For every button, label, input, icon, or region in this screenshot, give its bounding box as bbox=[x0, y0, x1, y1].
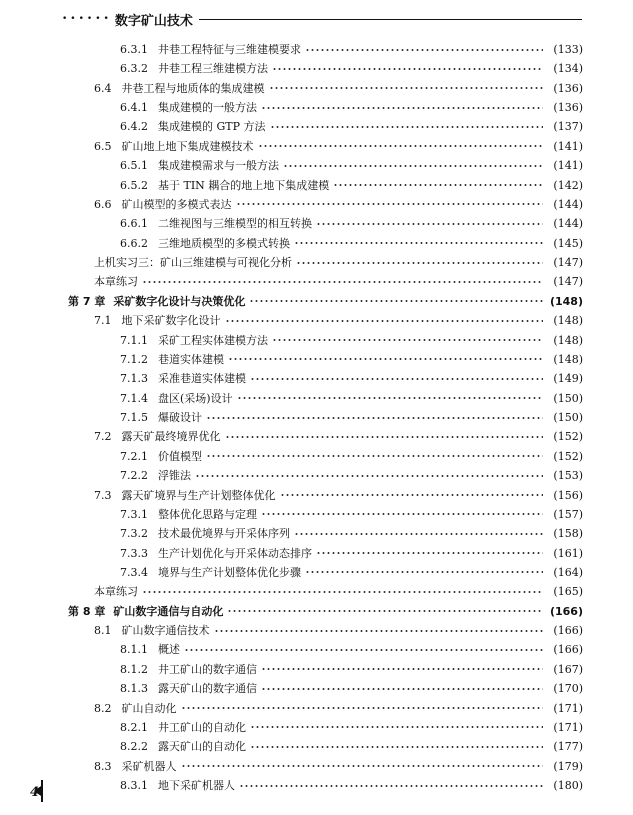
dot-leader bbox=[214, 629, 544, 633]
toc-entry-title: 上机实习三：矿山三维建模与可视化分析 bbox=[94, 256, 292, 270]
toc-entry-page: (136) bbox=[553, 101, 583, 115]
toc-entry-number: 第 7 章 bbox=[68, 294, 106, 308]
toc-entry-title: 矿山数字通信与自动化 bbox=[113, 604, 224, 618]
dot-leader bbox=[181, 706, 544, 710]
toc-entry-page: (167) bbox=[553, 662, 583, 676]
dot-leader bbox=[261, 687, 543, 691]
toc-entry-title: 井巷工程三维建模方法 bbox=[158, 62, 268, 76]
toc-chapter-entry bbox=[0, 292, 633, 311]
toc-entry-title: 价值模型 bbox=[158, 449, 202, 463]
toc-entry-number: 7.1.2 bbox=[120, 352, 148, 366]
toc-entry-title: 集成建模的一般方法 bbox=[158, 101, 257, 115]
toc-entry-number: 7.1.4 bbox=[120, 391, 148, 405]
toc-entry-number: 8.3 bbox=[94, 759, 112, 773]
toc-entry bbox=[0, 699, 633, 718]
toc-entry-number: 6.5.2 bbox=[120, 178, 148, 192]
dot-leader bbox=[261, 667, 543, 671]
dot-leader bbox=[305, 570, 543, 574]
toc-entry-number: 8.1.1 bbox=[120, 643, 148, 657]
toc-entry-page: (141) bbox=[553, 139, 583, 153]
toc-entry-title: 地下采矿机器人 bbox=[158, 779, 235, 793]
toc-entry-page: (149) bbox=[553, 372, 583, 386]
toc-entry-page: (148) bbox=[549, 294, 583, 308]
toc-entry-page: (158) bbox=[553, 527, 583, 541]
toc-entry-title: 二维视图与三维模型的相互转换 bbox=[158, 217, 312, 231]
toc-entry-title: 井巷工程与地质体的集成建模 bbox=[121, 81, 265, 95]
toc-entry-number: 7.2 bbox=[94, 430, 112, 444]
toc-entry bbox=[0, 234, 633, 253]
toc-entry-title: 矿山模型的多模式表达 bbox=[121, 197, 232, 211]
toc-entry-page: (152) bbox=[553, 449, 583, 463]
toc-entry bbox=[0, 660, 633, 679]
dot-leader bbox=[294, 241, 543, 245]
toc-entry-page: (166) bbox=[553, 643, 583, 657]
toc-entry-number: 6.3.2 bbox=[120, 62, 148, 76]
toc-entry-page: (179) bbox=[553, 759, 583, 773]
dot-leader bbox=[283, 164, 543, 168]
toc-entry bbox=[0, 40, 633, 59]
toc-entry-number: 6.6.1 bbox=[120, 217, 148, 231]
toc-entry bbox=[0, 389, 633, 408]
toc-entry-page: (148) bbox=[553, 333, 583, 347]
toc-entry-title: 浮锥法 bbox=[158, 469, 191, 483]
toc-entry-number: 8.1 bbox=[94, 624, 112, 638]
toc-entry-title: 采矿工程实体建模方法 bbox=[158, 333, 268, 347]
toc-entry-title: 整体优化思路与定理 bbox=[158, 507, 257, 521]
toc-entry-page: (166) bbox=[553, 624, 583, 638]
dot-leader bbox=[225, 435, 544, 439]
toc-entry-page: (164) bbox=[553, 565, 583, 579]
toc-entry-title: 爆破设计 bbox=[158, 411, 202, 425]
toc-entry-title: 露天矿最终境界优化 bbox=[121, 430, 221, 444]
toc-entry-title: 技术最优境界与开采体序列 bbox=[158, 527, 290, 541]
dot-leader bbox=[261, 106, 543, 110]
toc-entry-page: (171) bbox=[553, 720, 583, 734]
toc-entry-number: 第 8 章 bbox=[68, 604, 106, 618]
toc-entry bbox=[0, 98, 633, 117]
toc-entry-title: 井巷工程特征与三维建模要求 bbox=[158, 43, 301, 56]
toc-entry-title: 采矿数字化设计与决策优化 bbox=[113, 294, 246, 308]
dot-leader bbox=[258, 144, 544, 148]
toc-entry-number: 6.6.2 bbox=[120, 236, 148, 250]
toc-entry-page: (147) bbox=[553, 256, 583, 270]
toc-entry-number: 8.2 bbox=[94, 701, 112, 715]
toc-entry-title: 基于 TIN 耦合的地上地下集成建模 bbox=[158, 178, 330, 192]
toc-entry bbox=[0, 544, 633, 563]
toc-entry-page: (157) bbox=[553, 507, 583, 521]
dot-leader bbox=[250, 745, 543, 749]
toc-entry-page: (161) bbox=[553, 546, 583, 560]
toc-entry bbox=[0, 195, 633, 214]
toc-entry-title: 集成建模需求与一般方法 bbox=[158, 159, 279, 173]
toc-entry bbox=[0, 718, 633, 737]
toc-entry bbox=[0, 563, 633, 582]
toc-entry-number: 6.3.1 bbox=[120, 43, 148, 56]
toc-entry-title: 井工矿山的数字通信 bbox=[158, 662, 257, 676]
toc-entry bbox=[0, 369, 633, 388]
toc-entry bbox=[0, 621, 633, 640]
dot-leader bbox=[142, 590, 543, 594]
toc-entry-number: 7.3.4 bbox=[120, 565, 148, 579]
dot-leader bbox=[272, 67, 543, 71]
dot-leader bbox=[333, 183, 543, 187]
toc-entry-page: (147) bbox=[553, 275, 583, 289]
toc-entry-number: 8.3.1 bbox=[120, 779, 148, 793]
toc-entry bbox=[0, 447, 633, 466]
dot-leader bbox=[181, 764, 544, 768]
toc-entry-number: 6.4.1 bbox=[120, 101, 148, 115]
dot-leader bbox=[305, 48, 543, 52]
toc-entry-number: 8.2.1 bbox=[120, 720, 148, 734]
toc-entry-number: 7.3 bbox=[94, 488, 112, 502]
dot-leader bbox=[225, 319, 544, 323]
dot-leader bbox=[261, 512, 543, 516]
toc-entry-title: 矿山自动化 bbox=[121, 701, 177, 715]
toc-entry-page: (150) bbox=[553, 411, 583, 425]
toc-chapter-entry bbox=[0, 602, 633, 621]
toc-entry-page: (133) bbox=[553, 43, 583, 56]
dot-leader bbox=[250, 725, 543, 729]
toc-entry bbox=[0, 311, 633, 330]
toc-entry-title: 采矿机器人 bbox=[121, 759, 177, 773]
running-header bbox=[62, 9, 582, 29]
toc-entry-page: (137) bbox=[553, 120, 583, 134]
toc-entry-page: (177) bbox=[553, 740, 583, 754]
toc-entry-title: 露天矿境界与生产计划整体优化 bbox=[121, 488, 276, 502]
toc-entry-page: (171) bbox=[553, 701, 583, 715]
toc-entry bbox=[0, 427, 633, 446]
dot-leader bbox=[228, 357, 543, 361]
toc-entry bbox=[0, 117, 633, 136]
header-rule bbox=[199, 19, 582, 20]
dot-leader bbox=[294, 532, 543, 536]
toc-entry bbox=[0, 350, 633, 369]
toc-entry bbox=[0, 59, 633, 78]
toc-entry-title: 巷道实体建模 bbox=[158, 352, 224, 366]
toc-entry-number: 6.4.2 bbox=[120, 120, 148, 134]
toc-entry-number: 7.1 bbox=[94, 314, 112, 328]
page-marker-icon bbox=[40, 780, 46, 802]
toc-entry-title: 三维地质模型的多模式转换 bbox=[158, 236, 290, 250]
toc-entry bbox=[0, 79, 633, 98]
toc-entry-page: (148) bbox=[553, 352, 583, 366]
toc-entry-page: (141) bbox=[553, 159, 583, 173]
toc-entry-number: 6.5.1 bbox=[120, 159, 148, 173]
dot-leader bbox=[206, 416, 543, 420]
toc-entry-title: 矿山数字通信技术 bbox=[121, 624, 210, 638]
dot-leader bbox=[316, 551, 543, 555]
toc-entry-page: (152) bbox=[553, 430, 583, 444]
dot-leader bbox=[195, 474, 543, 478]
toc-entry bbox=[0, 679, 633, 698]
dot-leader bbox=[272, 338, 543, 342]
toc-entry-number: 7.3.2 bbox=[120, 527, 148, 541]
toc-entry-page: (142) bbox=[553, 178, 583, 192]
toc-entry-title: 本章练习 bbox=[94, 585, 138, 599]
toc-entry bbox=[0, 214, 633, 233]
toc-entry-page: (148) bbox=[553, 314, 583, 328]
toc-entry bbox=[0, 176, 633, 195]
toc-entry bbox=[0, 486, 633, 505]
toc-entry bbox=[0, 582, 633, 601]
toc-entry-page: (166) bbox=[549, 604, 583, 618]
toc-entry-title: 集成建模的 GTP 方法 bbox=[158, 120, 266, 134]
toc-entry-title: 井工矿山的自动化 bbox=[158, 720, 246, 734]
dot-leader bbox=[237, 396, 543, 400]
toc-entry-number: 8.1.2 bbox=[120, 662, 148, 676]
toc-entry bbox=[0, 505, 633, 524]
dot-leader bbox=[249, 299, 543, 303]
toc-entry-page: (144) bbox=[553, 197, 583, 211]
toc-entry-page: (144) bbox=[553, 217, 583, 231]
dot-leader bbox=[250, 377, 543, 381]
toc-entry bbox=[0, 737, 633, 756]
toc-entry-title: 境界与生产计划整体优化步骤 bbox=[158, 565, 301, 579]
toc-entry-page: (134) bbox=[553, 62, 583, 76]
toc-entry-number: 6.4 bbox=[94, 81, 112, 95]
toc-entry-number: 7.2.1 bbox=[120, 449, 148, 463]
toc-entry-page: (165) bbox=[553, 585, 583, 599]
dot-leader bbox=[269, 86, 544, 90]
toc-entry-number: 7.1.1 bbox=[120, 333, 148, 347]
toc-entry bbox=[0, 466, 633, 485]
toc-entry-number: 7.1.3 bbox=[120, 372, 148, 386]
toc-entry bbox=[0, 331, 633, 350]
toc-entry-page: (170) bbox=[553, 682, 583, 696]
dot-leader bbox=[296, 261, 543, 265]
toc-entry-number: 8.2.2 bbox=[120, 740, 148, 754]
toc-entry-title: 露天矿山的数字通信 bbox=[158, 682, 257, 696]
toc-entry-page: (153) bbox=[553, 469, 583, 483]
toc-entry bbox=[0, 156, 633, 175]
book-title: 数字矿山技术 bbox=[114, 13, 193, 29]
dot-leader bbox=[236, 202, 544, 206]
toc-entry-number: 7.3.3 bbox=[120, 546, 148, 560]
dot-leader bbox=[270, 125, 543, 129]
toc-entry-page: (150) bbox=[553, 391, 583, 405]
dot-leader bbox=[206, 454, 543, 458]
toc-entry bbox=[0, 408, 633, 427]
toc-entry-page: (180) bbox=[553, 779, 583, 793]
toc-entry bbox=[0, 776, 633, 795]
toc-entry-page: (145) bbox=[553, 236, 583, 250]
dot-leader bbox=[280, 493, 544, 497]
toc-entry-title: 概述 bbox=[158, 643, 180, 657]
dot-leader bbox=[142, 280, 543, 284]
page-number: 4 bbox=[30, 785, 40, 800]
toc-entry-title: 露天矿山的自动化 bbox=[158, 740, 246, 754]
dot-leader bbox=[227, 609, 543, 613]
toc-entry-number: 8.1.3 bbox=[120, 682, 148, 696]
toc-entry-number: 6.5 bbox=[94, 139, 112, 153]
toc-entry bbox=[0, 253, 633, 272]
dot-leader bbox=[184, 648, 543, 652]
toc-entry-page: (136) bbox=[553, 81, 583, 95]
toc-entry bbox=[0, 272, 633, 291]
dot-leader bbox=[239, 784, 543, 788]
toc-entry-number: 7.2.2 bbox=[120, 469, 148, 483]
toc-entry-page: (156) bbox=[553, 488, 583, 502]
header-dots: •••••• bbox=[62, 14, 112, 24]
toc-entry bbox=[0, 640, 633, 659]
toc-entry-title: 采准巷道实体建模 bbox=[158, 372, 246, 386]
toc-entry-title: 矿山地上地下集成建模技术 bbox=[121, 139, 254, 153]
toc-entry bbox=[0, 757, 633, 776]
toc-entry-title: 本章练习 bbox=[94, 275, 138, 289]
toc-entry-number: 7.1.5 bbox=[120, 411, 148, 425]
toc-entry-number: 6.6 bbox=[94, 197, 112, 211]
toc-entry-title: 地下采矿数字化设计 bbox=[121, 314, 221, 328]
toc-entry-title: 盘区(采场)设计 bbox=[158, 391, 233, 405]
toc-entry-title: 生产计划优化与开采体动态排序 bbox=[158, 546, 312, 560]
toc-entry bbox=[0, 524, 633, 543]
dot-leader bbox=[316, 222, 543, 226]
toc-entry bbox=[0, 137, 633, 156]
toc-entry-number: 7.3.1 bbox=[120, 507, 148, 521]
